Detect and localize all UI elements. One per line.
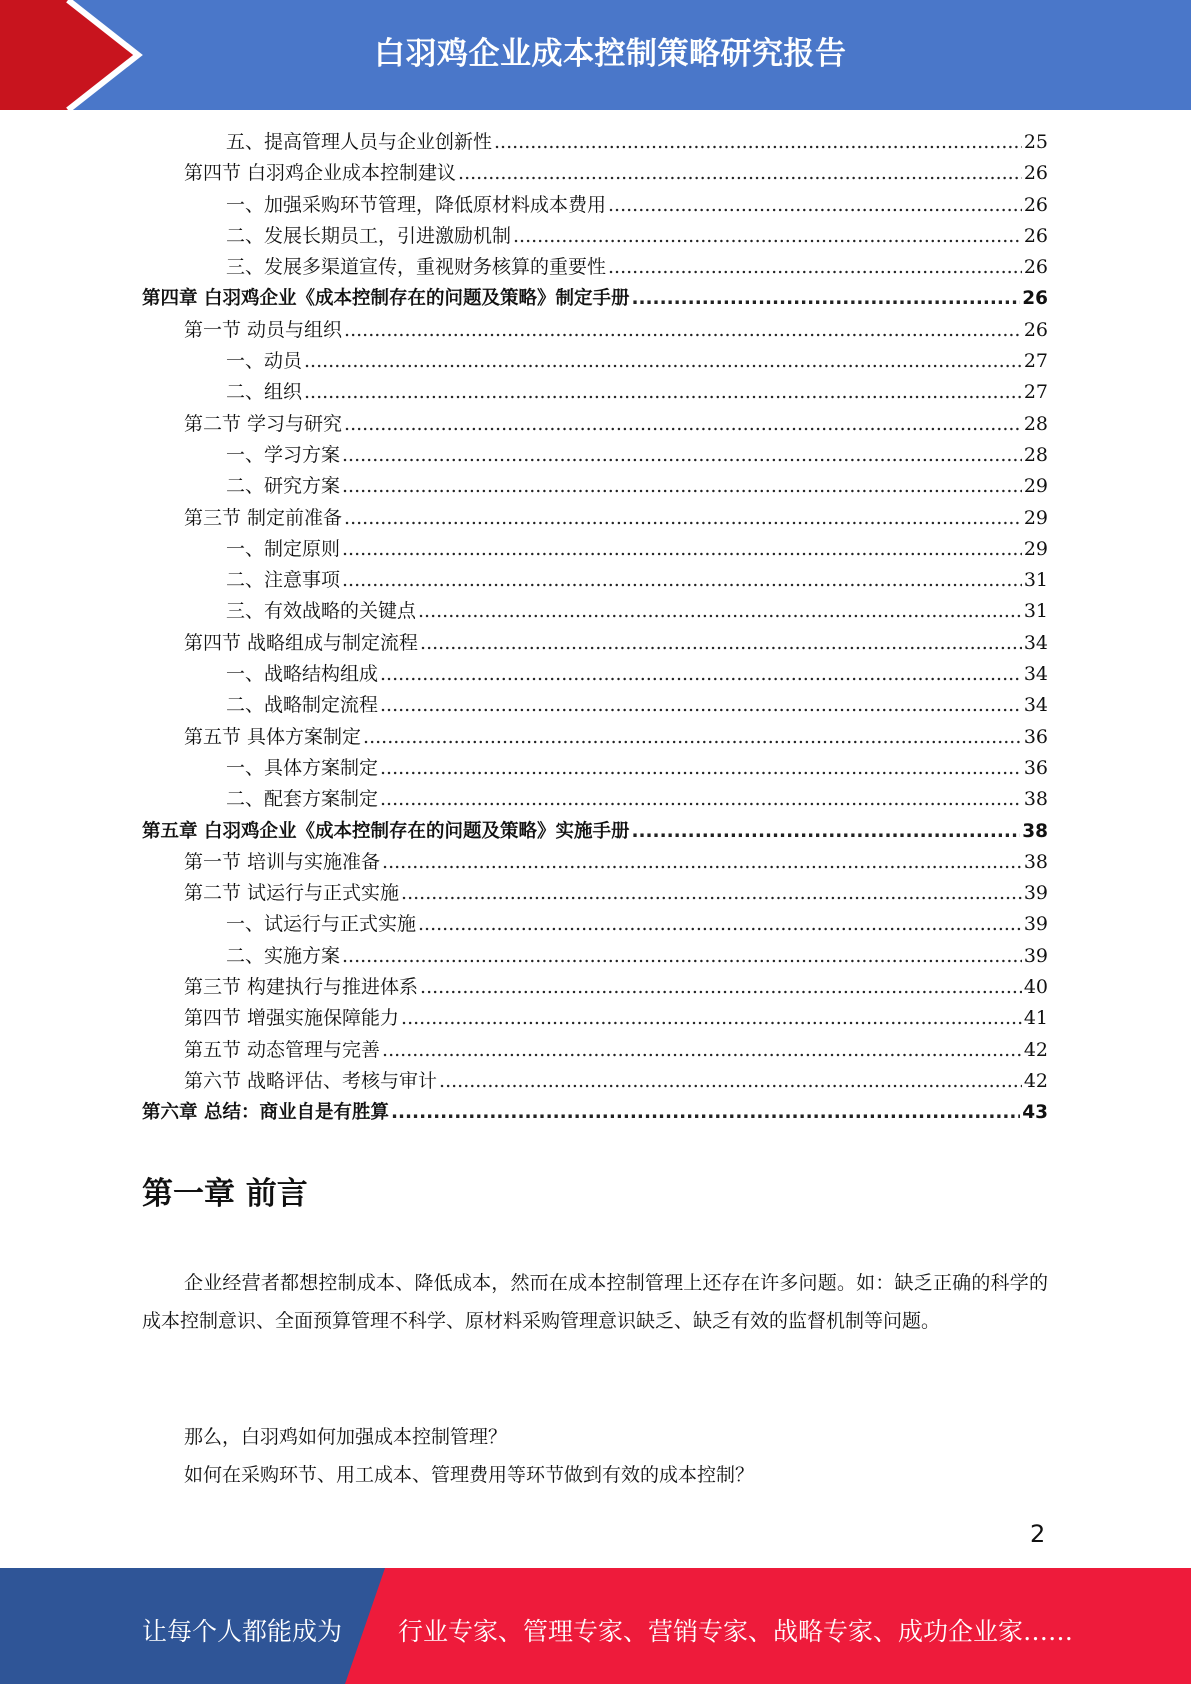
toc-entry-page: 28 — [1023, 412, 1048, 435]
toc-entry-title: 二、实施方案 — [226, 944, 341, 967]
toc-entry[interactable] — [142, 1035, 1048, 1066]
toc-entry[interactable] — [142, 440, 1048, 471]
toc-entry-title: 一、学习方案 — [226, 443, 341, 466]
toc-entry[interactable] — [142, 909, 1048, 940]
toc-entry[interactable] — [142, 503, 1048, 534]
toc-leader-dots — [344, 503, 1022, 534]
toc-leader-dots — [342, 440, 1022, 471]
table-of-contents — [142, 127, 1048, 1129]
toc-entry[interactable] — [142, 127, 1048, 158]
question-line-1: 那么，白羽鸡如何加强成本控制管理？ — [184, 1426, 508, 1448]
toc-entry-page: 42 — [1023, 1069, 1048, 1092]
toc-entry[interactable] — [142, 941, 1048, 972]
toc-entry-page: 38 — [1023, 788, 1048, 811]
toc-entry-page: 25 — [1023, 131, 1048, 153]
footer-slogan-right: 行业专家、管理专家、营销专家、战略专家、成功企业家…… — [398, 1617, 1074, 1646]
toc-entry-page: 28 — [1023, 443, 1048, 466]
toc-leader-dots — [401, 1003, 1022, 1034]
intro-paragraph: 企业经营者都想控制成本、降低成本，然而在成本控制管理上还存在许多问题。如：缺乏正确的科学的成本控制意识、全面预算管理不科学、原材料采购管理意识缺乏、缺乏有效的监督机制等问题。 — [142, 1272, 1048, 1332]
toc-entry-page: 42 — [1023, 1038, 1048, 1061]
toc-entry-page: 41 — [1023, 1007, 1048, 1030]
toc-entry-page: 36 — [1023, 756, 1048, 779]
toc-leader-dots — [458, 158, 1022, 189]
toc-leader-dots — [342, 471, 1022, 502]
toc-entry[interactable] — [142, 1097, 1048, 1128]
toc-entry[interactable] — [142, 659, 1048, 690]
toc-leader-dots — [608, 190, 1022, 221]
toc-entry-page: 43 — [1022, 1102, 1048, 1124]
chapter-title: 第一章 前言 — [142, 1176, 308, 1212]
toc-entry[interactable] — [142, 596, 1048, 627]
toc-entry-page: 26 — [1023, 193, 1048, 216]
toc-entry[interactable] — [142, 377, 1048, 408]
toc-entry-title: 第四章 白羽鸡企业《成本控制存在的问题及策略》制定手册 — [142, 288, 630, 310]
toc-leader-dots — [382, 847, 1022, 878]
toc-entry-title: 一、战略结构组成 — [226, 663, 379, 686]
toc-leader-dots — [401, 878, 1022, 909]
toc-entry-title: 第四节 白羽鸡企业成本控制建议 — [184, 162, 457, 185]
toc-leader-dots — [380, 784, 1022, 815]
toc-entry-title: 二、发展长期员工，引进激励机制 — [226, 224, 512, 247]
toc-leader-dots — [513, 221, 1022, 252]
toc-entry[interactable] — [142, 628, 1048, 659]
toc-leader-dots — [608, 252, 1022, 283]
toc-entry[interactable] — [142, 1003, 1048, 1034]
toc-entry[interactable] — [142, 784, 1048, 815]
toc-leader-dots — [391, 1097, 1020, 1128]
toc-entry-title: 第二节 试运行与正式实施 — [184, 882, 400, 905]
toc-entry-title: 第二节 学习与研究 — [184, 412, 343, 435]
toc-entry-page: 39 — [1023, 913, 1048, 936]
toc-entry-title: 五、提高管理人员与企业创新性 — [226, 131, 493, 153]
footer-slogan-left: 让每个人都能成为 — [142, 1617, 343, 1646]
toc-entry-title: 第三节 构建执行与推进体系 — [184, 976, 419, 999]
toc-entry[interactable] — [142, 252, 1048, 283]
toc-leader-dots — [380, 659, 1022, 690]
toc-entry-title: 第五节 具体方案制定 — [184, 725, 362, 748]
toc-leader-dots — [342, 534, 1022, 565]
toc-entry-page: 26 — [1022, 288, 1048, 310]
toc-entry-title: 第六节 战略评估、考核与审计 — [184, 1069, 438, 1092]
toc-entry[interactable] — [142, 722, 1048, 753]
toc-entry-page: 26 — [1023, 224, 1048, 247]
toc-leader-dots — [363, 722, 1022, 753]
toc-leader-dots — [380, 690, 1022, 721]
toc-entry-title: 一、加强采购环节管理，降低原材料成本费用 — [226, 193, 607, 216]
toc-entry[interactable] — [142, 346, 1048, 377]
toc-entry-page: 34 — [1023, 663, 1048, 686]
toc-entry[interactable] — [142, 158, 1048, 189]
toc-entry[interactable] — [142, 315, 1048, 346]
toc-entry-title: 第五节 动态管理与完善 — [184, 1038, 381, 1061]
toc-leader-dots — [382, 1035, 1022, 1066]
toc-entry[interactable] — [142, 690, 1048, 721]
toc-entry-title: 二、组织 — [226, 381, 303, 404]
toc-entry-page: 40 — [1023, 976, 1048, 999]
toc-entry[interactable] — [142, 878, 1048, 909]
toc-entry-page: 34 — [1023, 631, 1048, 654]
toc-entry-page: 38 — [1022, 820, 1048, 842]
toc-leader-dots — [380, 753, 1022, 784]
toc-entry[interactable] — [142, 190, 1048, 221]
toc-entry-page: 29 — [1023, 537, 1048, 560]
toc-entry-title: 第六章 总结：商业自是有胜算 — [142, 1102, 389, 1124]
toc-entry[interactable] — [142, 847, 1048, 878]
toc-leader-dots — [418, 596, 1022, 627]
toc-entry[interactable] — [142, 565, 1048, 596]
toc-entry-title: 第三节 制定前准备 — [184, 506, 343, 529]
toc-entry[interactable] — [142, 409, 1048, 440]
toc-entry-page: 31 — [1023, 569, 1048, 592]
toc-leader-dots — [342, 565, 1022, 596]
toc-entry-page: 26 — [1023, 318, 1048, 341]
toc-entry-title: 第五章 白羽鸡企业《成本控制存在的问题及策略》实施手册 — [142, 820, 630, 842]
toc-leader-dots — [344, 409, 1022, 440]
toc-entry-page: 31 — [1023, 600, 1048, 623]
toc-entry-page: 26 — [1023, 162, 1048, 185]
toc-entry-title: 二、研究方案 — [226, 475, 341, 498]
toc-entry-title: 三、发展多渠道宣传，重视财务核算的重要性 — [226, 256, 607, 279]
toc-leader-dots — [494, 127, 1022, 158]
toc-leader-dots — [631, 283, 1020, 314]
toc-entry-page: 39 — [1023, 944, 1048, 967]
toc-entry[interactable] — [142, 816, 1048, 847]
toc-entry-page: 27 — [1023, 381, 1048, 404]
toc-entry-title: 二、战略制定流程 — [226, 694, 379, 717]
toc-leader-dots — [420, 628, 1022, 659]
toc-entry-title: 二、配套方案制定 — [226, 788, 379, 811]
toc-entry[interactable] — [142, 753, 1048, 784]
toc-entry-page: 34 — [1023, 694, 1048, 717]
toc-leader-dots — [344, 315, 1022, 346]
toc-entry-page: 27 — [1023, 350, 1048, 373]
toc-entry[interactable] — [142, 534, 1048, 565]
toc-entry-title: 第一节 动员与组织 — [184, 318, 343, 341]
toc-leader-dots — [342, 941, 1022, 972]
toc-entry-title: 二、注意事项 — [226, 569, 341, 592]
toc-entry-page: 39 — [1023, 882, 1048, 905]
toc-entry[interactable] — [142, 471, 1048, 502]
page-footer — [0, 1568, 1191, 1684]
toc-entry-title: 一、具体方案制定 — [226, 756, 379, 779]
toc-entry-page: 29 — [1023, 506, 1048, 529]
toc-entry[interactable] — [142, 221, 1048, 252]
question-line-2: 如何在采购环节、用工成本、管理费用等环节做到有效的成本控制？ — [184, 1464, 755, 1486]
toc-leader-dots — [439, 1066, 1022, 1097]
toc-leader-dots — [631, 816, 1020, 847]
toc-entry-title: 第四节 战略组成与制定流程 — [184, 631, 419, 654]
toc-leader-dots — [420, 972, 1022, 1003]
toc-entry-title: 第一节 培训与实施准备 — [184, 850, 381, 873]
toc-entry[interactable] — [142, 1066, 1048, 1097]
toc-entry[interactable] — [142, 283, 1048, 314]
toc-entry-title: 第四节 增强实施保障能力 — [184, 1007, 400, 1030]
toc-leader-dots — [418, 909, 1022, 940]
toc-entry-title: 一、试运行与正式实施 — [226, 913, 417, 936]
page-number: 2 — [1030, 1520, 1046, 1548]
toc-leader-dots — [304, 377, 1022, 408]
toc-entry-page: 36 — [1023, 725, 1048, 748]
header-title: 白羽鸡企业成本控制策略研究报告 — [374, 36, 847, 72]
toc-entry-page: 26 — [1023, 256, 1048, 279]
toc-entry-page: 38 — [1023, 850, 1048, 873]
toc-entry-title: 三、有效战略的关键点 — [226, 600, 417, 623]
toc-entry-title: 一、动员 — [226, 350, 303, 373]
toc-entry-title: 一、制定原则 — [226, 537, 341, 560]
page-header — [0, 0, 1191, 110]
toc-leader-dots — [304, 346, 1022, 377]
toc-entry-page: 29 — [1023, 475, 1048, 498]
toc-entry[interactable] — [142, 972, 1048, 1003]
